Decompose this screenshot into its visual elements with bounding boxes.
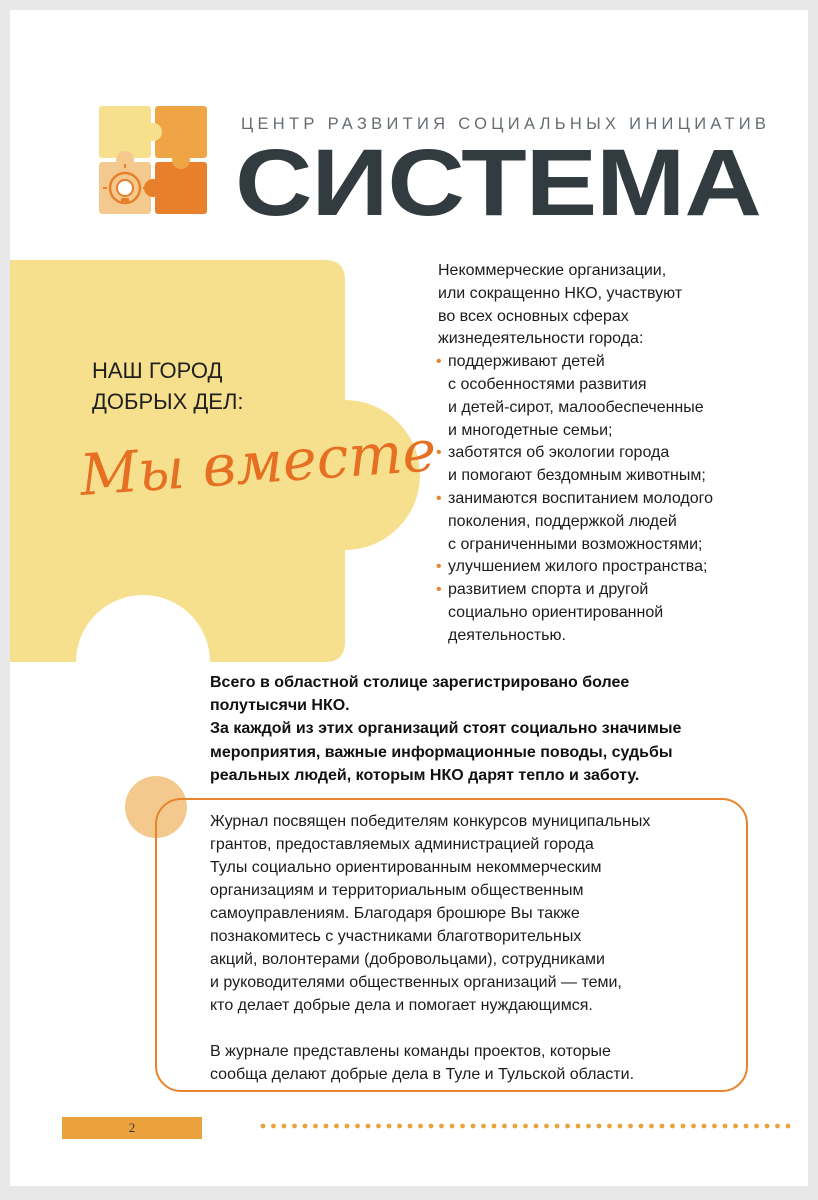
intro-bullet-list <box>438 351 778 647</box>
intro-lead: Некоммерческие организации, или сокращенно НКО, участвуют во всех основных сферах жизнедеятельности города: <box>438 262 683 348</box>
brand-title: СИСТЕМА <box>235 130 761 236</box>
puzzle-lightbulb-logo-icon <box>99 106 211 218</box>
list-item: • заботятся об экологии города и помогают бездомным животным; <box>438 442 778 488</box>
dotted-divider <box>260 1123 800 1129</box>
highlight-text <box>210 671 770 787</box>
info-box-text <box>210 810 740 1086</box>
highlight-paragraph: Всего в областной столице зарегистрировано более полутысячи НКО. <box>210 674 630 715</box>
feature-heading: НАШ ГОРОД ДОБРЫХ ДЕЛ: <box>92 358 244 414</box>
info-paragraph: Журнал посвящен победителям конкурсов муниципальных грантов, предоставляемых администрацией города Тулы социально ориентированным некоммерческим организациям и территориальным общественным самоуправлениям. Благодаря брошюре Вы также познакомитесь с участниками благотворительных акций, волонтерами (добровольцами), сотрудниками и руководителями общественных организаций — теми, кто делает добрые дела и помогает нуждающимся. <box>210 813 651 1014</box>
highlight-paragraph: За каждой из этих организаций стоят социально значимые мероприятия, важные информационные поводы, судьбы реальных людей, которым НКО дарят тепло и заботу. <box>210 720 682 784</box>
page-number: 2 <box>62 1117 202 1139</box>
organization-subtitle: ЦЕНТР РАЗВИТИЯ СОЦИАЛЬНЫХ ИНИЦИАТИВ <box>241 115 771 133</box>
feature-script-title: Мы вместе <box>77 418 439 509</box>
intro-text <box>438 260 778 648</box>
magazine-page <box>10 10 808 1186</box>
list-item: • занимаются воспитанием молодого поколения, поддержкой людей с ограниченными возможностями; <box>438 488 778 556</box>
info-paragraph: В журнале представлены команды проектов, которые сообща делают добрые дела в Туле и Тульской области. <box>210 1043 635 1083</box>
list-item: • поддерживают детей с особенностями развития и детей-сирот, малообеспеченные и многодетные семьи; <box>438 351 778 442</box>
list-item: • развитием спорта и другой социально ориентированной деятельностью. <box>438 579 778 647</box>
list-item: • улучшением жилого пространства; <box>438 556 778 579</box>
